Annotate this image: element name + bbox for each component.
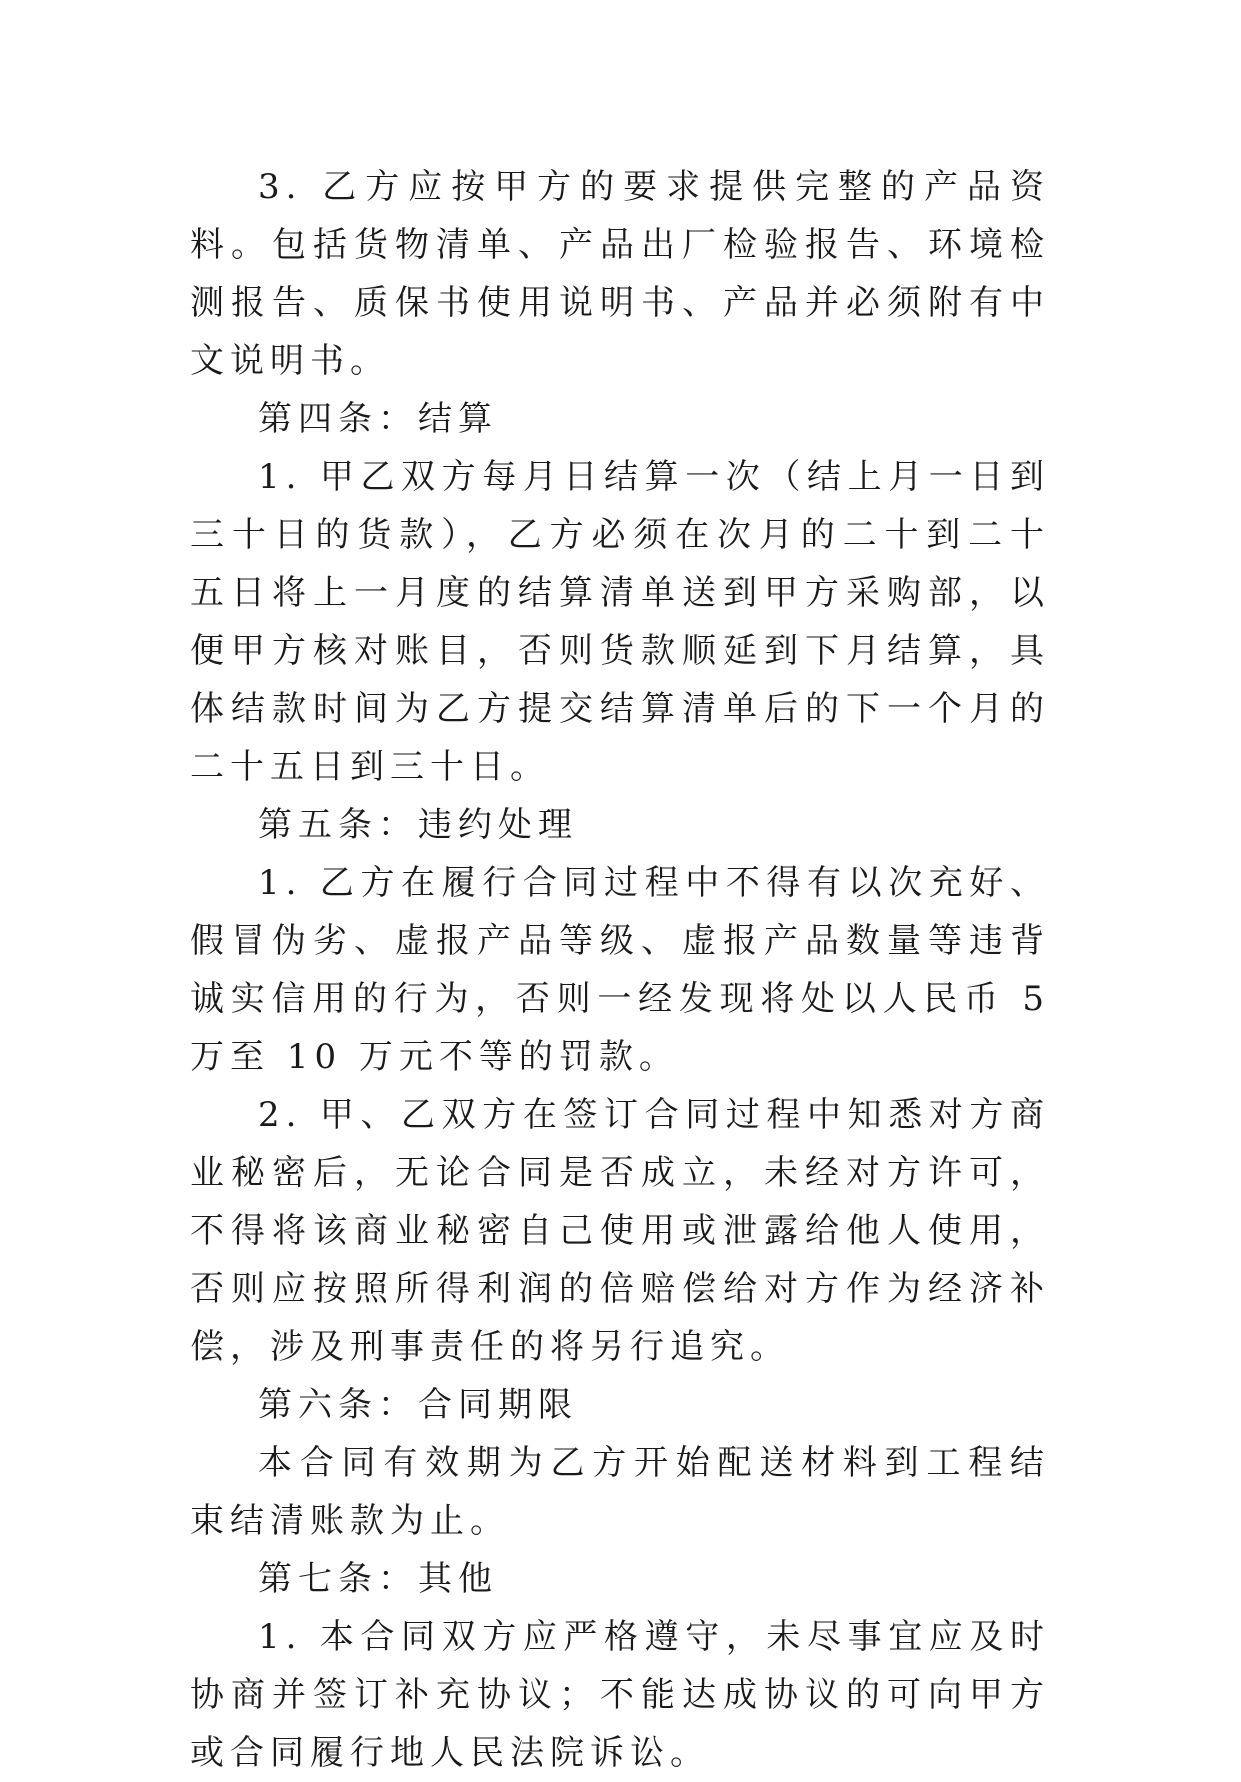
clause-6-term: 本合同有效期为乙方开始配送材料到工程结束结清账款为止。 [190, 1443, 1050, 1541]
article-4-heading: 第四条：结算 [258, 399, 498, 439]
clause-5-1-fraud-penalty: 1. 乙方在履行合同过程中不得有以次充好、假冒伪劣、虚报产品等级、虚报产品数量等违背诚实信用的行为，否则一经发现将处以人民币 5 万至 10 万元不等的罚款。 [190, 863, 1050, 1077]
clause-7-1-other: 1. 本合同双方应严格遵守，未尽事宜应及时协商并签订补充协议；不能达成协议的可向甲方或合同履行地人民法院诉讼。 [190, 1617, 1050, 1773]
clause-4-1-settlement: 1. 甲乙双方每月日结算一次（结上月一日到三十日的货款），乙方必须在次月的二十到二十五日将上一月度的结算清单送到甲方采购部，以便甲方核对账目，否则货款顺延到下月结算，具体结款时间为乙方提交结算清单后的下一个月的二十五日到三十日。 [190, 457, 1050, 787]
article-5-heading: 第五条：违约处理 [258, 805, 578, 845]
article-6-heading: 第六条：合同期限 [258, 1385, 578, 1425]
clause-3-product-documents: 3. 乙方应按甲方的要求提供完整的产品资料。包括货物清单、产品出厂检验报告、环境检测报告、质保书使用说明书、产品并必须附有中文说明书。 [190, 167, 1050, 381]
document-page [190, 158, 1050, 1782]
article-7-heading: 第七条：其他 [258, 1559, 498, 1599]
clause-5-2-trade-secrets: 2. 甲、乙双方在签订合同过程中知悉对方商业秘密后，无论合同是否成立，未经对方许可，不得将该商业秘密自己使用或泄露给他人使用，否则应按照所得利润的倍赔偿给对方作为经济补偿，涉及刑事责任的将另行追究。 [190, 1095, 1050, 1367]
